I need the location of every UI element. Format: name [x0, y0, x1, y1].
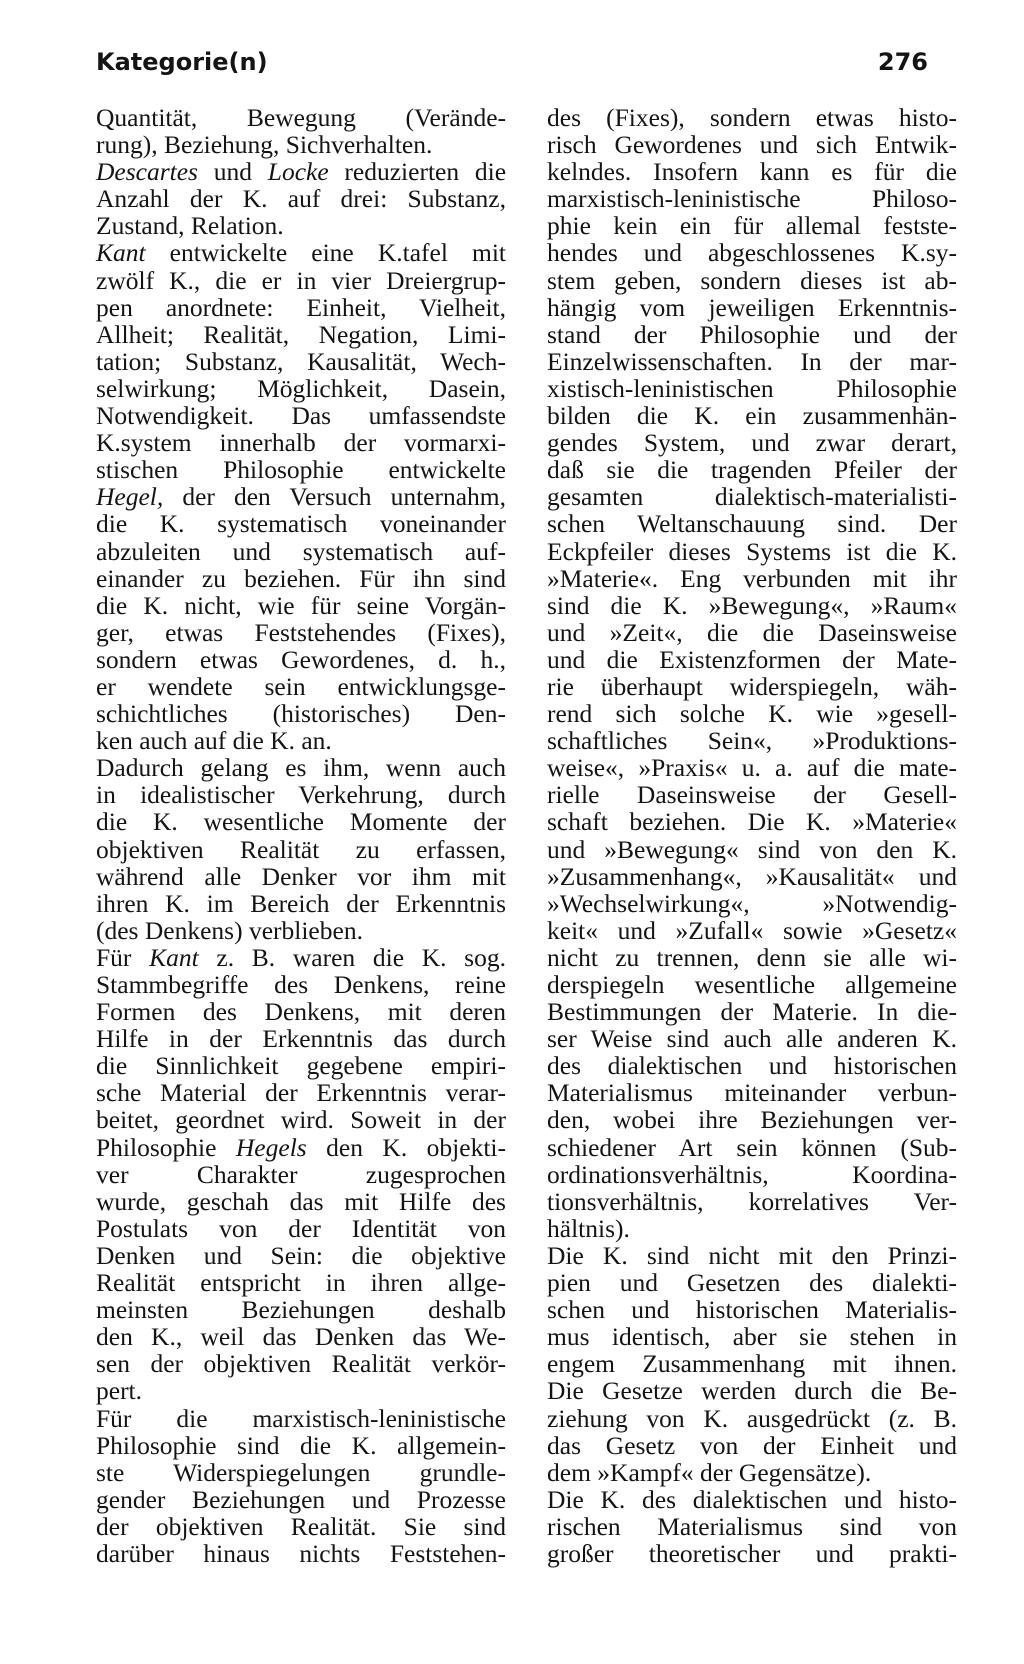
text-run: pert. — [96, 1376, 143, 1406]
text-line — [96, 1486, 506, 1513]
text-run: schichtliches (historisches) Den- — [96, 699, 506, 729]
text-line — [547, 185, 957, 212]
text-line — [96, 1079, 506, 1106]
text-run: sen der objektiven Realität verkör- — [96, 1349, 506, 1379]
text-line — [96, 700, 506, 727]
text-line — [96, 646, 506, 673]
text-run: ziehung von K. ausgedrückt (z. B. — [547, 1403, 957, 1433]
text-line — [547, 1215, 957, 1242]
text-line — [547, 131, 957, 158]
text-line — [547, 1269, 957, 1296]
text-run: daß sie die tragenden Pfeiler der — [547, 455, 957, 485]
text-line — [96, 565, 506, 592]
page-number: 276 — [877, 48, 928, 76]
text-line — [547, 402, 957, 429]
text-run: selwirkung; Möglichkeit, Dasein, — [96, 373, 506, 403]
text-run: gesamten dialektisch-materialisti- — [547, 482, 957, 512]
text-run: ger, etwas Feststehendes (Fixes), — [96, 617, 506, 647]
text-line — [96, 727, 506, 754]
text-line — [96, 456, 506, 483]
text-line — [547, 212, 957, 239]
text-run: Eckpfeiler dieses Systems ist die K. — [547, 536, 957, 566]
text-line — [96, 294, 506, 321]
text-run: Zustand, Relation. — [96, 211, 284, 241]
text-line — [547, 673, 957, 700]
text-line — [547, 1350, 957, 1377]
text-run: darüber hinaus nichts Feststehen- — [96, 1538, 506, 1568]
text-line — [547, 890, 957, 917]
text-line — [547, 1296, 957, 1323]
text-line — [547, 592, 957, 619]
text-line — [547, 619, 957, 646]
text-run: keit« und »Zufall« sowie »Gesetz« — [547, 915, 957, 945]
text-line — [547, 1242, 957, 1269]
text-run: bilden die K. ein zusammenhän- — [547, 401, 957, 431]
text-line — [547, 1377, 957, 1404]
text-run: er wendete sein entwicklungsge- — [96, 671, 506, 701]
text-run: Dadurch gelang es ihm, wenn auch — [96, 753, 506, 783]
text-line — [96, 863, 506, 890]
text-line — [96, 1350, 506, 1377]
text-line — [96, 131, 506, 158]
text-run: Bestimmungen der Materie. In die- — [547, 997, 957, 1027]
text-line — [96, 971, 506, 998]
text-line — [96, 917, 506, 944]
text-line — [547, 456, 957, 483]
text-run: z. B. waren die K. sog. — [198, 942, 506, 972]
text-line — [547, 1188, 957, 1215]
text-run: reduzierten die — [328, 157, 507, 187]
text-run: meinsten Beziehungen deshalb — [96, 1295, 506, 1325]
text-line — [547, 239, 957, 266]
italic-name: Descartes — [96, 157, 198, 187]
text-run: die Sinnlichkeit gegebene empiri- — [96, 1051, 506, 1081]
text-run: und »Zeit«, die die Daseinsweise — [547, 617, 957, 647]
text-run: ver Charakter zugesprochen — [96, 1159, 506, 1189]
text-line — [96, 1432, 506, 1459]
text-run: der den Versuch unternahm, — [163, 482, 506, 512]
text-run: ken auch auf die K. an. — [96, 726, 332, 756]
text-run: »Zusammenhang«, »Kausalität« und — [547, 861, 957, 891]
text-run: K.system innerhalb der vormarxi- — [96, 428, 506, 458]
text-line — [547, 1052, 957, 1079]
text-run: die K. systematisch voneinander — [96, 509, 506, 539]
text-line — [96, 1513, 506, 1540]
text-run: den, wobei ihre Beziehungen ver- — [547, 1105, 957, 1135]
text-run: Philosophie sind die K. allgemein- — [96, 1430, 506, 1460]
text-run: Einzelwissenschaften. In der mar- — [547, 346, 957, 376]
text-line — [96, 1540, 506, 1567]
text-run: ser Weise sind auch alle anderen K. — [547, 1024, 957, 1054]
text-run: beitet, geordnet wird. Soweit in der — [96, 1105, 506, 1135]
text-run: objektiven Realität zu erfassen, — [96, 834, 506, 864]
text-line — [547, 538, 957, 565]
text-line — [547, 998, 957, 1025]
text-run: schen und historischen Materialis- — [547, 1295, 957, 1325]
text-line — [96, 239, 506, 266]
text-run: sind die K. »Bewegung«, »Raum« — [547, 590, 957, 620]
text-line — [547, 1513, 957, 1540]
text-run: engem Zusammenhang mit ihnen. — [547, 1349, 957, 1379]
text-run: schen Weltanschauung sind. Der — [547, 509, 957, 539]
text-run: derspiegeln wesentliche allgemeine — [547, 970, 957, 999]
text-line — [96, 998, 506, 1025]
text-run: Notwendigkeit. Das umfassendste — [96, 401, 506, 431]
text-run: schaft beziehen. Die K. »Materie« — [547, 807, 957, 837]
text-line — [96, 781, 506, 808]
text-line — [547, 565, 957, 592]
text-line — [547, 1106, 957, 1133]
text-run: Materialismus miteinander verbun- — [547, 1078, 957, 1108]
entry-header-title: Kategorie(n) — [96, 48, 268, 76]
text-line — [96, 1269, 506, 1296]
text-line — [96, 1323, 506, 1350]
text-run: Hilfe in der Erkenntnis das durch — [96, 1024, 506, 1054]
text-run: des (Fixes), sondern etwas histo- — [547, 103, 957, 132]
text-run: den K., weil das Denken das We- — [96, 1322, 506, 1352]
text-run: der objektiven Realität. Sie sind — [96, 1511, 506, 1541]
text-line — [96, 1405, 506, 1432]
text-line — [96, 619, 506, 646]
text-line — [96, 944, 506, 971]
text-run: sche Material der Erkenntnis verar- — [96, 1078, 506, 1108]
text-run: nicht zu trennen, denn sie alle wi- — [547, 942, 957, 972]
text-line — [96, 267, 506, 294]
text-line — [547, 971, 957, 998]
text-line — [96, 321, 506, 348]
text-run: ste Widerspiegelungen grundle- — [96, 1457, 506, 1487]
text-run: tation; Substanz, Kausalität, Wech- — [96, 346, 506, 376]
text-run: weise«, »Praxis« u. a. auf die mate- — [547, 753, 957, 783]
text-line — [547, 781, 957, 808]
text-line — [96, 483, 506, 510]
text-line — [547, 700, 957, 727]
text-line — [547, 754, 957, 781]
italic-name: Hegels — [235, 1132, 307, 1162]
text-run: die K. nicht, wie für seine Vorgän- — [96, 590, 506, 620]
text-run: gender Beziehungen und Prozesse — [96, 1484, 506, 1514]
text-run: rend sich solche K. wie »gesell- — [547, 699, 957, 729]
text-run: und »Bewegung« sind von den K. — [547, 834, 957, 864]
text-line — [96, 375, 506, 402]
text-run: stem geben, sondern dieses ist ab- — [547, 265, 957, 295]
text-run: tionsverhältnis, korrelatives Ver- — [547, 1186, 957, 1216]
text-run: »Materie«. Eng verbunden mit ihr — [547, 563, 957, 593]
text-line — [96, 429, 506, 456]
text-run: dem »Kampf« der Gegensätze). — [547, 1457, 872, 1487]
text-run: pien und Gesetzen des dialekti- — [547, 1268, 957, 1298]
text-run: Die K. sind nicht mit den Prinzi- — [547, 1240, 957, 1270]
text-run: stand der Philosophie und der — [547, 319, 957, 349]
text-run: den K. objekti- — [306, 1132, 506, 1162]
text-run: rielle Daseinsweise der Gesell- — [547, 780, 957, 810]
text-run: entwickelte eine K.tafel mit — [145, 238, 506, 268]
text-line — [96, 673, 506, 700]
text-run: Die Gesetze werden durch die Be- — [547, 1376, 957, 1406]
text-run: ordinationsverhältnis, Koordina- — [547, 1159, 957, 1189]
text-run: in idealistischer Verkehrung, durch — [96, 780, 506, 810]
text-line — [96, 1052, 506, 1079]
text-line — [547, 294, 957, 321]
text-line — [96, 1215, 506, 1242]
text-run: rung), Beziehung, Sichverhalten. — [96, 130, 433, 160]
text-line — [96, 890, 506, 917]
text-line — [547, 483, 957, 510]
text-line — [547, 1432, 957, 1459]
text-run: schiedener Art sein können (Sub- — [547, 1132, 957, 1162]
text-run: »Wechselwirkung«, »Notwendig- — [547, 888, 957, 918]
text-run: marxistisch-leninistische Philoso- — [547, 184, 957, 214]
text-line — [547, 375, 957, 402]
text-run: pen anordnete: Einheit, Vielheit, — [96, 292, 506, 322]
text-line — [547, 1025, 957, 1052]
text-run: abzuleiten und systematisch auf- — [96, 536, 506, 566]
text-run: Denken und Sein: die objektive — [96, 1240, 506, 1270]
text-line — [96, 1459, 506, 1486]
text-line — [547, 104, 957, 131]
text-run: einander zu beziehen. Für ihn sind — [96, 563, 506, 593]
text-line — [547, 429, 957, 456]
text-line — [96, 158, 506, 185]
text-run: wurde, geschah das mit Hilfe des — [96, 1186, 506, 1216]
text-line — [547, 808, 957, 835]
text-run: kelndes. Insofern kann es für die — [547, 157, 957, 187]
text-run: rie überhaupt widerspiegeln, wäh- — [547, 671, 957, 701]
text-line — [547, 944, 957, 971]
text-run: rischen Materialismus sind von — [547, 1511, 957, 1541]
text-line — [547, 1540, 957, 1567]
text-line — [547, 1459, 957, 1486]
text-run: Allheit; Realität, Negation, Limi- — [96, 319, 506, 349]
text-line — [96, 212, 506, 239]
text-run: Für — [96, 942, 150, 972]
text-line — [96, 1025, 506, 1052]
text-line — [547, 646, 957, 673]
text-run: xistisch-leninistischen Philosophie — [547, 373, 957, 403]
text-run: Quantität, Bewegung (Verände- — [96, 103, 506, 132]
italic-name: Locke — [267, 157, 329, 187]
text-run: (des Denkens) verblieben. — [96, 915, 363, 945]
text-line — [547, 1486, 957, 1513]
text-line — [547, 158, 957, 185]
text-line — [547, 727, 957, 754]
text-run: des dialektischen und historischen — [547, 1051, 957, 1081]
italic-name: Kant — [96, 238, 146, 268]
right-text-column — [547, 104, 957, 1567]
left-text-column — [96, 104, 506, 1567]
text-line — [547, 917, 957, 944]
text-run: Formen des Denkens, mit deren — [96, 997, 506, 1027]
text-line — [96, 538, 506, 565]
text-line — [96, 836, 506, 863]
text-line — [96, 1296, 506, 1323]
text-line — [547, 1323, 957, 1350]
text-run: risch Gewordenes und sich Entwik- — [547, 130, 957, 160]
text-line — [96, 1188, 506, 1215]
text-run: mus identisch, aber sie stehen in — [547, 1322, 957, 1352]
text-line — [96, 510, 506, 537]
text-line — [96, 808, 506, 835]
text-run: gendes System, und zwar derart, — [547, 428, 957, 458]
text-line — [96, 592, 506, 619]
text-line — [96, 754, 506, 781]
text-run: großer theoretischer und prakti- — [547, 1538, 957, 1568]
text-run: Postulats von der Identität von — [96, 1213, 506, 1243]
text-run: und — [197, 157, 268, 187]
text-run: hendes und abgeschlossenes K.sy- — [547, 238, 957, 268]
text-line — [547, 510, 957, 537]
text-run: die K. wesentliche Momente der — [96, 807, 506, 837]
text-line — [96, 402, 506, 429]
text-line — [547, 1134, 957, 1161]
text-run: und die Existenzformen der Mate- — [547, 644, 957, 674]
text-run: Für die marxistisch-leninistische — [96, 1403, 506, 1433]
running-head — [96, 48, 928, 88]
italic-name: Kant — [149, 942, 199, 972]
text-run: Stammbegriffe des Denkens, reine — [96, 970, 506, 999]
text-line — [547, 863, 957, 890]
text-run: das Gesetz von der Einheit und — [547, 1430, 957, 1460]
text-line — [547, 1079, 957, 1106]
text-line — [547, 836, 957, 863]
text-line — [547, 1161, 957, 1188]
text-run: phie kein ein für allemal festste- — [547, 211, 957, 241]
text-run: zwölf K., die er in vier Dreiergrup- — [96, 265, 506, 295]
text-run: Realität entspricht in ihren allge- — [96, 1268, 506, 1298]
text-line — [547, 267, 957, 294]
text-line — [96, 104, 506, 131]
text-line — [547, 321, 957, 348]
text-line — [96, 1161, 506, 1188]
text-line — [547, 348, 957, 375]
text-run: schaftliches Sein«, »Produktions- — [547, 726, 957, 756]
text-run: hängig vom jeweiligen Erkenntnis- — [547, 292, 957, 322]
text-line — [96, 185, 506, 212]
text-line — [96, 1106, 506, 1133]
text-line — [96, 1242, 506, 1269]
text-run: während alle Denker vor ihm mit — [96, 861, 506, 891]
italic-name: Hegel, — [96, 482, 164, 512]
text-line — [96, 1134, 506, 1161]
text-run: sondern etwas Gewordenes, d. h., — [96, 644, 506, 674]
text-run: Anzahl der K. auf drei: Substanz, — [96, 184, 506, 214]
text-run: stischen Philosophie entwickelte — [96, 455, 506, 485]
text-line — [547, 1405, 957, 1432]
text-line — [96, 348, 506, 375]
text-line — [96, 1377, 506, 1404]
text-run: ihren K. im Bereich der Erkenntnis — [96, 888, 506, 918]
text-run: Philosophie — [96, 1132, 236, 1162]
text-run: Die K. des dialektischen und histo- — [547, 1484, 957, 1514]
text-run: hältnis). — [547, 1213, 630, 1243]
